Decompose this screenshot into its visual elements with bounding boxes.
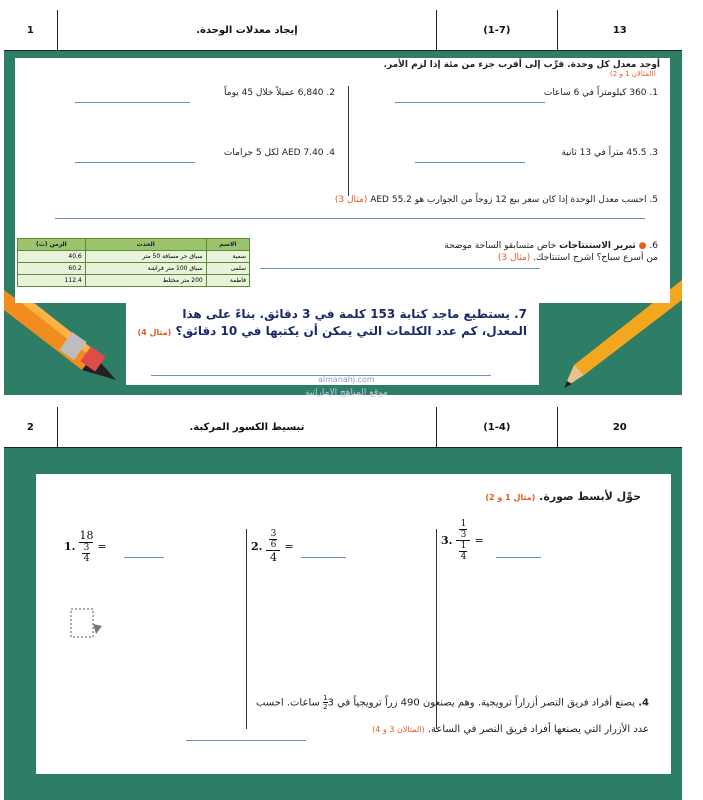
question-3: 3. 45.5 متراً في 13 ثانية xyxy=(561,148,658,158)
header-index: 1 xyxy=(26,24,34,36)
answer-line-p3[interactable] xyxy=(496,557,541,558)
hint-card-icon xyxy=(66,604,106,644)
instruction-text: أوجد معدل كل وحدة. قرِّب إلى أقرب جزء من مئة إذا لزم الأمر. xyxy=(383,60,660,70)
site-watermark: almanahj.com xyxy=(318,375,375,384)
header-lesson-code: (1-7) xyxy=(436,10,556,50)
column-divider-1 xyxy=(348,86,349,196)
header-lesson-code: (1-4) xyxy=(436,407,556,447)
answer-line-5[interactable] xyxy=(55,218,645,219)
table-row: فاطمة 200 متر مختلط 112.4 xyxy=(18,275,250,287)
watermark-text: برنامج محمد xyxy=(154,340,311,370)
header-number: 20 xyxy=(557,407,682,447)
table-header-time: الزمن (ث) xyxy=(18,239,86,251)
question-1: 1. 360 كيلومتراً في 6 ساعات xyxy=(543,88,658,98)
header-title: إيجاد معدلات الوحدة. xyxy=(57,10,436,50)
table-header-row xyxy=(18,239,250,251)
slide-1-header xyxy=(4,10,682,51)
question-7-text: 7. يستطيع ماجد كتابة 153 كلمة في 3 دقائق. بناءً على هذا المعدل، كم عدد الكلمات التي يمكن أن يكتبها في 10 دقائق؟ (مثال 4) xyxy=(137,307,527,338)
answer-line-2[interactable] xyxy=(75,102,190,103)
table-row: سلمى سباق 100 متر فراشة 60.2 xyxy=(18,263,250,275)
slide-2 xyxy=(4,407,682,800)
column-divider-2a xyxy=(246,529,247,729)
answer-line-q4[interactable] xyxy=(186,740,306,741)
answer-line-3[interactable] xyxy=(415,162,525,163)
question-6-line2: من أسرع سباح؟ اشرح استنتاجك. (مثال 3) xyxy=(497,253,658,263)
header-title: تبسيط الكسور المركبة. xyxy=(57,407,436,447)
header-index: 2 xyxy=(26,421,34,433)
question-6: 6. ● تبرير الاستنتاجات خاض متسابقو الساحة موضحة xyxy=(444,241,658,251)
problem-1: 1. 18 3 4 = xyxy=(64,529,107,564)
instruction-text: حوِّل لأبسط صورة. (مثال 1 و 2) xyxy=(485,490,641,503)
table-header-name: الاسم xyxy=(206,239,249,251)
reasoning-badge-icon: ● xyxy=(638,241,647,251)
swim-times-table xyxy=(17,238,250,287)
slide-1 xyxy=(4,10,682,395)
answer-line-1[interactable] xyxy=(395,102,545,103)
answer-line-4[interactable] xyxy=(75,162,195,163)
table-row: سمية سباق حر مسافة 50 متر 40.6 xyxy=(18,251,250,263)
worksheet-panel-2 xyxy=(36,474,671,774)
table-header-event: الحدث xyxy=(85,239,206,251)
site-watermark-arabic: موقع المناهج الإماراتية xyxy=(305,388,388,398)
question-2: 2. 6,840 عميلاً خلال 45 يوماً xyxy=(224,88,335,98)
answer-line-p1[interactable] xyxy=(124,557,164,558)
question-5: 5. احسب معدل الوحدة إذا كان سعر بيع 12 زوجاً من الجوارب هو AED 55.2 (مثال 3) xyxy=(334,195,658,205)
slide-2-header xyxy=(4,407,682,448)
answer-line-6[interactable] xyxy=(260,268,540,269)
problem-2: 2. 3 6 4 = xyxy=(251,529,294,564)
header-number: 13 xyxy=(557,10,682,50)
question-4-line1: 4. يصنع أفراد فريق النصر أزراراً ترويجية. وهم يصنعون 490 زراً ترويجياً في 3 $\frac{1}{2}$ ساعات. احسب xyxy=(255,694,649,711)
question-4-line2: عدد الأزرار التي يصنعها أفراد فريق النصر في الساعة. (المثالان 3 و 4) xyxy=(372,724,649,735)
instruction-tag: (المثالان 1 و 2) xyxy=(610,70,656,78)
answer-line-p2[interactable] xyxy=(301,557,346,558)
question-4: 4. AED 7.40 لكل 5 جرامات xyxy=(223,148,335,158)
worksheet-panel-1 xyxy=(15,58,670,303)
problem-3: 3. 1 3 1 4 = xyxy=(441,519,484,562)
